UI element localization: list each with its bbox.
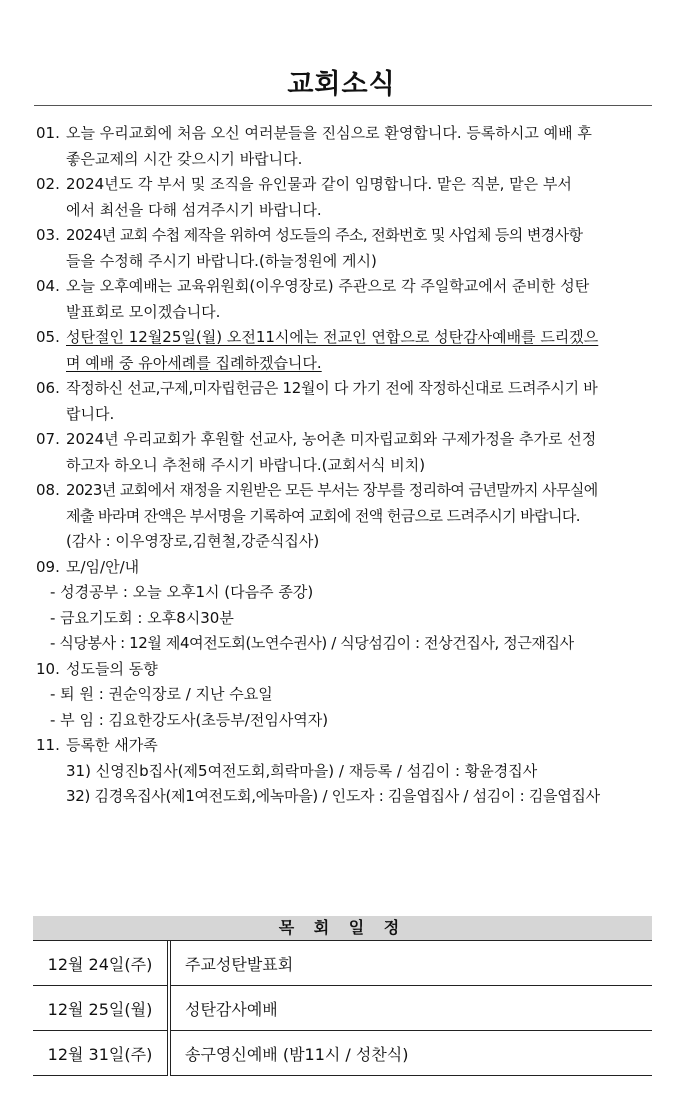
notice-number: 03. (36, 226, 60, 244)
notice-number: 11. (36, 736, 60, 754)
schedule-event: 주교성탄발표회 (169, 941, 652, 986)
notice-text: 2023년 교회에서 재정을 지원받은 모든 부서는 장부를 정리하여 금년말까지 사무실에 (66, 481, 598, 499)
notice-text: 오늘 오후예배는 교육위원회(이우영장로) 주관으로 각 주일학교에서 준비한 성탄 (66, 277, 590, 295)
schedule-heading: 목 회 일 정 (33, 916, 652, 941)
notice-item-09 (36, 555, 648, 581)
notice-item-02 (36, 172, 648, 223)
member-update-item: - 퇴 원 : 권순익장로 / 지난 수요일 (50, 685, 273, 703)
new-family-item: 31) 신영진b집사(제5여전도회,희락마을) / 재등록 / 섬김이 : 황윤경집사 (66, 761, 538, 780)
table-row (33, 1031, 652, 1076)
notice-text: 며 예배 중 유아세례를 집례하겠습니다. (66, 353, 322, 372)
notice-item-11 (36, 733, 648, 759)
notice-text: 2024년 교회 수첩 제작을 위하여 성도들의 주소, 전화번호 및 사업체 등의 변경사항 (66, 226, 583, 244)
notice-item-06 (36, 376, 648, 427)
notice-text: 랍니다. (66, 404, 115, 423)
new-family-item: 32) 김경옥집사(제1여전도회,에녹마을) / 인도자 : 김을엽집사 / 섬김이 : 김을엽집사 (66, 787, 600, 805)
notice-number: 01. (36, 124, 60, 142)
notice-text: 하고자 하오니 추천해 주시기 바랍니다.(교회서식 비치) (66, 455, 426, 474)
notice-text: 2024년도 각 부서 및 조직을 유인물과 같이 임명합니다. 맡은 직분, 맡은 부서 (66, 175, 572, 193)
notice-text: 제출 바라며 잔액은 부서명을 기록하여 교회에 전액 헌금으로 드려주시기 바랍니다. (66, 506, 580, 525)
schedule-event: 송구영신예배 (밤11시 / 성찬식) (169, 1031, 652, 1076)
schedule-date: 12월 31일(주) (33, 1031, 169, 1076)
notice-number: 10. (36, 659, 60, 678)
notice-item-07 (36, 427, 648, 478)
notice-text: 작정하신 선교,구제,미자립헌금은 12월이 다 가기 전에 작정하신대로 드려주시기 바 (66, 379, 598, 397)
notice-text: 성도들의 동향 (66, 659, 158, 678)
member-update-item: - 부 임 : 김요한강도사(초등부/전임사역자) (50, 710, 329, 729)
title-divider (34, 105, 652, 106)
notice-text: 발표회로 모이겠습니다. (66, 302, 221, 321)
meeting-item: - 식당봉사 : 12월 제4여전도회(노연수권사) / 식당섬김이 : 전상건집사, 정근재집사 (50, 634, 574, 652)
page-title: 교회소식 (287, 69, 396, 100)
notice-item-08 (36, 478, 648, 555)
notice-text: 등록한 새가족 (66, 736, 158, 754)
notice-list (36, 121, 648, 810)
notice-item-01 (36, 121, 648, 172)
table-row (33, 941, 652, 986)
schedule-table (33, 941, 652, 1076)
notice-number: 02. (36, 175, 60, 193)
meeting-list (36, 580, 648, 657)
notice-number: 07. (36, 430, 60, 448)
schedule-date: 12월 24일(주) (33, 941, 169, 986)
notice-item-05 (36, 325, 648, 376)
notice-number: 08. (36, 481, 60, 499)
meeting-item: - 성경공부 : 오늘 오후1시 (다음주 종강) (50, 583, 314, 601)
notice-number: 05. (36, 328, 60, 346)
notice-text: 에서 최선을 다해 섬겨주시기 바랍니다. (66, 200, 322, 219)
notice-item-03 (36, 223, 648, 274)
notice-text: 2024년 우리교회가 후원할 선교사, 농어촌 미자립교회와 구제가정을 추가로 선정 (66, 430, 597, 448)
notice-number: 04. (36, 277, 60, 295)
pastoral-schedule (33, 916, 652, 1076)
schedule-date: 12월 25일(월) (33, 986, 169, 1031)
notice-text: 성탄절인 12월25일(월) 오전11시에는 전교인 연합으로 성탄감사예배를 드리겠으 (66, 328, 599, 346)
notice-text: 오늘 우리교회에 처음 오신 여러분들을 진심으로 환영합니다. 등록하시고 예배 후 (66, 124, 592, 142)
meeting-item: - 금요기도회 : 오후8시30분 (50, 608, 234, 627)
member-update-list (36, 682, 648, 733)
new-family-list (36, 759, 648, 810)
table-row (33, 986, 652, 1031)
notice-text: 좋은교제의 시간 갖으시기 바랍니다. (66, 149, 303, 168)
notice-text: 들을 수정해 주시기 바랍니다.(하늘정원에 게시) (66, 251, 377, 270)
notice-item-10 (36, 657, 648, 683)
notice-text: (감사 : 이우영장로,김현철,강준식집사) (66, 532, 320, 550)
schedule-event: 성탄감사예배 (169, 986, 652, 1031)
notice-number: 06. (36, 379, 60, 397)
notice-text: 모/임/안/내 (66, 557, 140, 576)
notice-number: 09. (36, 557, 60, 576)
notice-item-04 (36, 274, 648, 325)
